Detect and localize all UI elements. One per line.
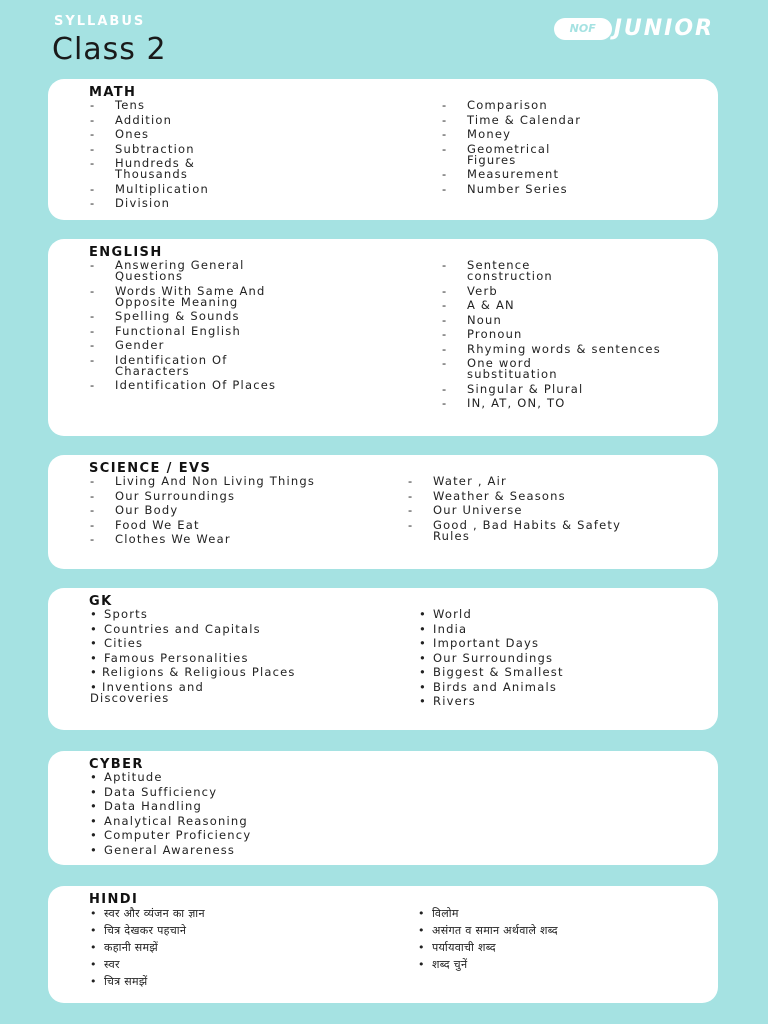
list-item: - Sentence construction bbox=[442, 258, 553, 283]
list-item: • Biggest & Smallest bbox=[419, 665, 564, 679]
science-left-list bbox=[90, 476, 360, 549]
list-item: • Cities bbox=[90, 636, 144, 650]
list-item: • पर्यायवाची शब्द bbox=[418, 941, 496, 954]
list-item: - Geometrical Figures bbox=[442, 141, 551, 167]
list-item: • Data Sufficiency bbox=[90, 784, 218, 799]
brand-logo bbox=[554, 16, 714, 41]
list-item: • असंगत व समान अर्थवाले शब्द bbox=[418, 924, 558, 937]
list-item: • Important Days bbox=[419, 636, 540, 650]
list-item: - Ones bbox=[90, 127, 150, 141]
list-item: • Inventions and Discoveries bbox=[90, 679, 204, 705]
list-item: - Noun bbox=[442, 312, 503, 327]
logo-wordmark: JUNIOR bbox=[613, 16, 714, 41]
list-item: • Sports bbox=[90, 607, 149, 621]
list-item: - Rhyming words & sentences bbox=[442, 341, 661, 356]
list-item: • स्वर और व्यंजन का ज्ञान bbox=[90, 907, 205, 920]
list-item: • विलोम bbox=[418, 907, 459, 920]
list-item: - Water , Air bbox=[408, 474, 507, 488]
list-item: • Famous Personalities bbox=[90, 650, 249, 665]
list-item: - Gender bbox=[90, 338, 165, 352]
cyber-title: CYBER bbox=[89, 757, 144, 772]
cyber-list bbox=[90, 772, 390, 859]
english-card bbox=[48, 239, 718, 436]
page-header bbox=[54, 12, 714, 72]
hindi-card bbox=[48, 886, 718, 1003]
list-item: • Analytical Reasoning bbox=[90, 813, 248, 828]
math-right-list bbox=[442, 100, 662, 198]
list-item: • चित्र समझें bbox=[90, 975, 148, 988]
list-item: - Our Surroundings bbox=[90, 488, 236, 503]
list-item: - Time & Calendar bbox=[442, 112, 582, 127]
list-item: - A & AN bbox=[442, 298, 515, 312]
list-item: - Hundreds & Thousands bbox=[90, 156, 195, 181]
math-card bbox=[48, 79, 718, 220]
list-item: • Rivers bbox=[419, 694, 476, 708]
hindi-title: HINDI bbox=[89, 892, 139, 907]
list-item: - Living And Non Living Things bbox=[90, 474, 316, 488]
list-item: - Verb bbox=[442, 283, 498, 298]
gk-title: GK bbox=[89, 594, 113, 609]
list-item: - Comparison bbox=[442, 98, 548, 112]
list-item: - Identification Of Places bbox=[90, 378, 277, 392]
list-item: • World bbox=[419, 607, 472, 621]
science-right-list bbox=[408, 476, 668, 545]
list-item: • India bbox=[419, 621, 468, 636]
gk-card bbox=[48, 588, 718, 730]
list-item: - Multiplication bbox=[90, 181, 209, 196]
list-item: - Number Series bbox=[442, 181, 568, 196]
list-item: • Our Surroundings bbox=[419, 650, 554, 665]
list-item: - Money bbox=[442, 127, 512, 141]
list-item: • General Awareness bbox=[90, 842, 236, 857]
list-item: • Birds and Animals bbox=[419, 679, 558, 694]
list-item: - Pronoun bbox=[442, 327, 523, 341]
list-item: - Food We Eat bbox=[90, 517, 200, 532]
gk-left-list bbox=[90, 609, 360, 707]
hindi-left-list bbox=[90, 908, 390, 993]
list-item: - IN, AT, ON, TO bbox=[442, 396, 566, 410]
math-title: MATH bbox=[89, 85, 137, 100]
english-title: ENGLISH bbox=[89, 245, 163, 260]
list-item: • Computer Proficiency bbox=[90, 828, 252, 842]
list-item: • शब्द चुनें bbox=[418, 958, 468, 971]
list-item: - Singular & Plural bbox=[442, 381, 584, 396]
logo-badge: NOF bbox=[554, 18, 612, 40]
hindi-right-list bbox=[418, 908, 708, 976]
math-left-list bbox=[90, 100, 270, 213]
english-left-list bbox=[90, 260, 330, 395]
list-item: - Identification Of Characters bbox=[90, 352, 228, 378]
list-item: - Division bbox=[90, 196, 171, 210]
cyber-card bbox=[48, 751, 718, 865]
list-item: - Tens bbox=[90, 98, 146, 112]
list-item: - Clothes We Wear bbox=[90, 532, 231, 546]
gk-right-list bbox=[419, 609, 679, 711]
list-item: - Addition bbox=[90, 112, 173, 127]
list-item: • स्वर bbox=[90, 958, 120, 971]
list-item: - Spelling & Sounds bbox=[90, 309, 240, 323]
list-item: • Data Handling bbox=[90, 799, 202, 813]
list-item: • चित्र देखकर पहचाने bbox=[90, 924, 187, 937]
syllabus-label: SYLLABUS bbox=[54, 14, 146, 29]
list-item: • Countries and Capitals bbox=[90, 621, 261, 636]
list-item: - Our Body bbox=[90, 503, 179, 517]
list-item: - Our Universe bbox=[408, 503, 523, 517]
list-item: - Answering General Questions bbox=[90, 258, 245, 283]
list-item: - Good , Bad Habits & Safety Rules bbox=[408, 517, 622, 543]
science-card bbox=[48, 455, 718, 569]
list-item: - Words With Same And Opposite Meaning bbox=[90, 283, 266, 309]
science-title: SCIENCE / EVS bbox=[89, 461, 212, 476]
list-item: - Functional English bbox=[90, 323, 241, 338]
list-item: • Religions & Religious Places bbox=[90, 665, 296, 679]
list-item: • Aptitude bbox=[90, 770, 163, 784]
list-item: - Weather & Seasons bbox=[408, 488, 566, 503]
list-item: - Measurement bbox=[442, 167, 560, 181]
english-right-list bbox=[442, 260, 672, 413]
list-item: • कहानी समझें bbox=[90, 941, 159, 954]
page-title: Class 2 bbox=[52, 32, 167, 67]
list-item: - Subtraction bbox=[90, 141, 195, 156]
list-item: - One word substituation bbox=[442, 356, 558, 381]
